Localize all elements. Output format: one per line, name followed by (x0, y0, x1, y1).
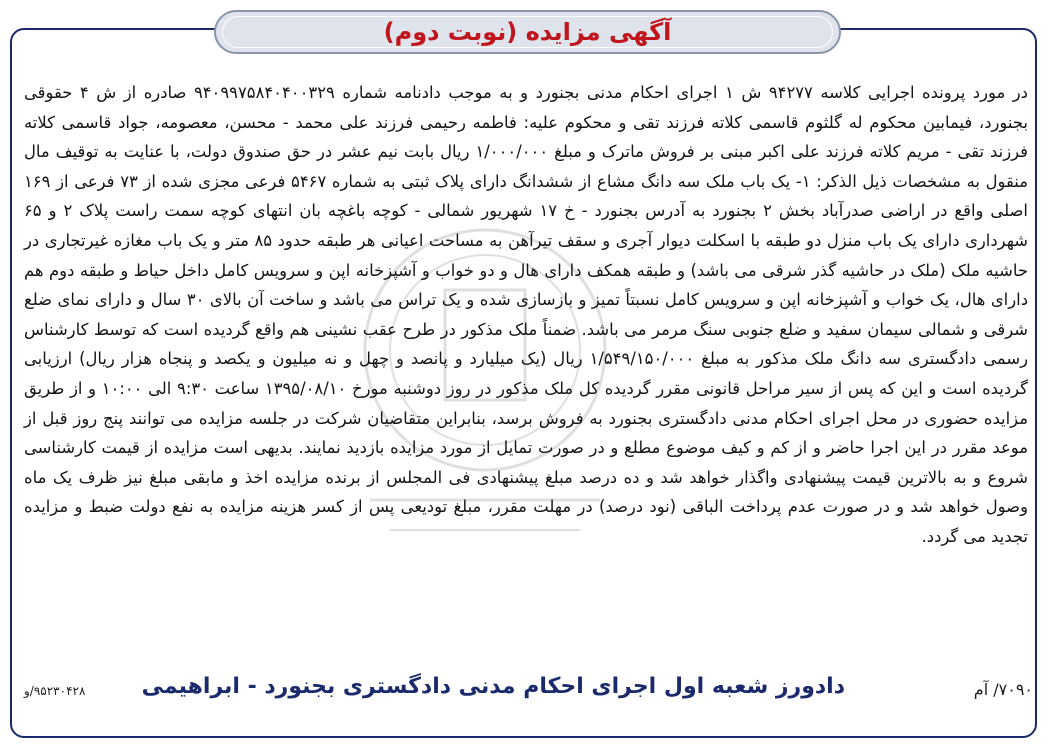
notice-body (24, 78, 1028, 552)
title-banner (214, 10, 841, 54)
notice-title: آگهی مزایده (نوبت دوم) (383, 18, 672, 46)
notice-footer (20, 674, 1035, 708)
notice-body-paragraph: در مورد پرونده اجرایی کلاسه ۹۴۲۷۷ ش ۱ اجرای احکام مدنی بجنورد و به موجب دادنامه شماره ۹۴۰۹۹۷۵۸۴۰۴۰۰۳۲۹ صادره از ش ۴ حقوقی بجنورد، فیمابین محکوم له گلثوم قاسمی کلاته فرزند تقی و محکوم علیه: فاطمه رحیمی فرزند علی محمد - محسن، معصومه، جواد قاسمی کلاته فرزند تقی - مریم کلاته فرزند علی اکبر مبنی بر فروش ماترک و مبلغ ۱/۰۰۰/۰۰۰ ریال بابت نیم عشر در حق صندوق دولت، با عنایت به توقیف مال منقول به مشخصات ذیل الذکر: ۱- یک باب ملک سه دانگ مشاع از ششدانگ دارای پلاک ثبتی به شماره ۵۴۶۷ فرعی مجزی شده از ۷۳ فرعی از ۱۶۹ اصلی واقع در اراضی صدرآباد بخش ۲ بجنورد به آدرس بجنورد - خ ۱۷ شهریور شمالی - کوچه باغچه بان انتهای کوچه سمت راست پلاک ۲ و ۶۵ شهرداری دارای یک باب منزل دو طبقه با اسکلت دیوار آجری و سقف تیرآهن به مساحت اعیانی هر طبقه حدود ۸۵ متر و یک باب مغازه غیرتجاری در حاشیه ملک (ملک در حاشیه گذر شرقی می باشد) و طبقه همکف دارای هال و دو خواب و آشپزخانه اپن و سرویس کامل داخل حیاط و طبقه دوم هم دارای هال، یک خواب و آشپزخانه اپن و سرویس کامل نسبتاً تمیز و بازسازی شده و یک تراس می باشد و ساخت آن بالای ۳۰ سال و دارای نمای ضلع شرقی و شمالی سیمان سفید و ضلع جنوبی سنگ مرمر می باشد. ضمناً ملک مذکور در طرح عقب نشینی هم واقع گردیده است که توسط کارشناس رسمی دادگستری سه دانگ ملک مذکور به مبلغ ۱/۵۴۹/۱۵۰/۰۰۰ ریال (یک میلیارد و پانصد و چهل و نه میلیون و یکصد و پنجاه هزار ریال) ارزیابی گردیده است و این که پس از سیر مراحل قانونی مقرر گردیده کل ملک مذکور در روز دوشنبه مورخ ۱۳۹۵/۰۸/۱۰ ساعت ۹:۳۰ الی ۱۰:۰۰ و از طریق مزایده حضوری در محل اجرای احکام مدنی دادگستری بجنورد به فروش برسد، بنابراین متقاضیان شرکت در جلسه مزایده می توانند پنج روز قبل از موعد مقرر در این اجرا حاضر و از کم و کیف موضوع مطلع و در صورت تمایل از مورد مزایده بازدید نمایند. بدیهی است مزایده از قیمت کارشناسی شروع و به بالاترین قیمت پیشنهادی واگذار خواهد شد و ده درصد مبلغ پیشنهادی فی المجلس از برنده مزایده اخذ و مابقی مبلغ نیز ظرف یک ماه وصول خواهد شد و در صورت عدم پرداخت الباقی (نود درصد) در مهلت مقرر، مبلغ تودیعی پس از کسر هزینه مزایده به نفع دولت ضبط و مزایده تجدید می گردد. (24, 83, 1029, 546)
footer-signature: دادورز شعبه اول اجرای احکام مدنی دادگستری بجنورد - ابراهیمی (141, 674, 845, 699)
footer-reference-number: ۹۵۲۳۰۴۲۸/و (24, 684, 86, 698)
footer-code: ۷۰۹۰/ آم (973, 680, 1033, 699)
